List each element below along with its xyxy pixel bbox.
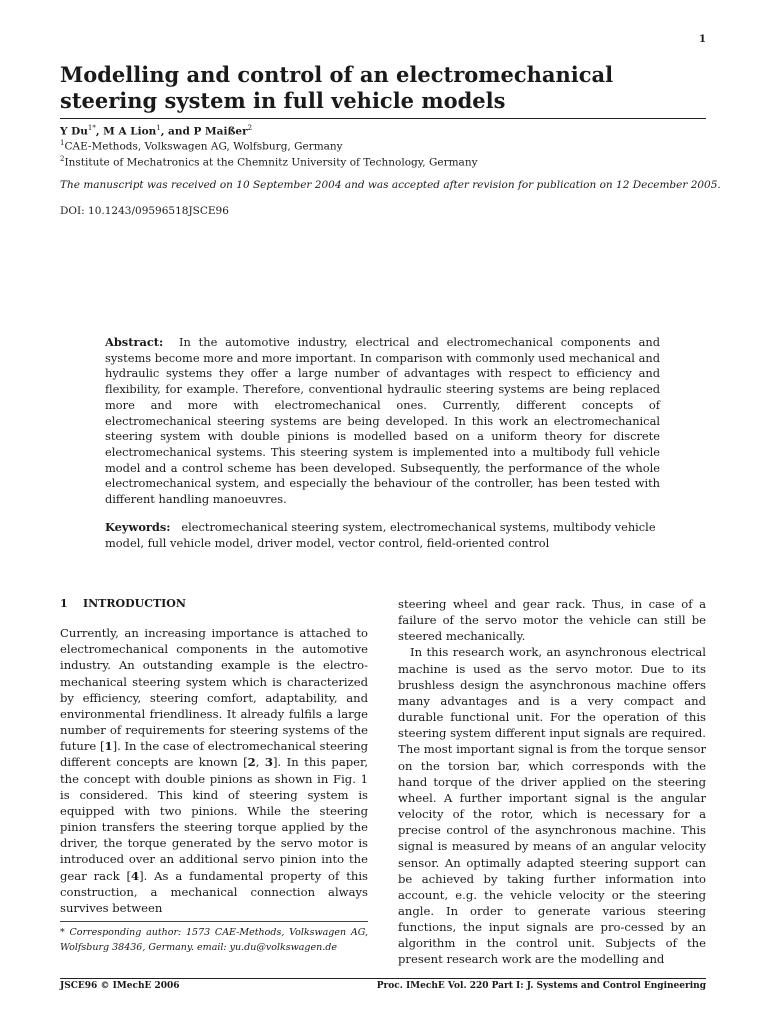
author-affiliation-mark: 2 <box>247 124 253 132</box>
paragraph-text: ]. In this paper, the concept with double pinions as shown in Fig. 1 is considered. This kind of steering system is equipped with two pinions. While the steering pinion transfers the steering torque applied by the driver, the torque generated by the servo motor is introduced over an additional servo pinion into the gear rack [ <box>60 755 368 883</box>
author-separator: , <box>95 125 104 138</box>
affiliation-mark: 1 <box>60 139 65 147</box>
intro-paragraph-1 <box>60 625 368 916</box>
section-number: 1 <box>60 597 68 610</box>
paper-title: Modelling and control of an electromechanical steering system in full vehicle models <box>60 62 614 113</box>
section-heading <box>60 596 368 612</box>
author-affiliation-mark: 1 <box>156 124 161 132</box>
paragraph-text: Currently, an increasing importance is attached to electromechanical components in the automotive industry. An outstanding example is the electro-mechanical steering system which is characterized by efficiency, steering comfort, adaptability, and environmental friendliness. It already fulfils a large number of requirements for steering systems of the future [ <box>60 626 368 754</box>
left-column <box>60 596 368 916</box>
footnote-divider <box>60 921 368 922</box>
footer-divider <box>60 978 706 979</box>
doi: DOI: 10.1243/09596518JSCE96 <box>60 205 229 217</box>
paragraph-text: , <box>255 755 265 770</box>
citation-ref: 4 <box>131 868 140 883</box>
citation-ref: 2 <box>247 755 256 770</box>
affiliation <box>60 155 478 169</box>
affiliation-text: Institute of Mechatronics at the Chemnitz University of Technology, Germany <box>64 156 478 169</box>
affiliation-text: CAE-Methods, Volkswagen AG, Wolfsburg, Germany <box>64 140 343 153</box>
right-column <box>398 596 706 968</box>
intro-paragraph-2: In this research work, an asynchronous electrical machine is used as the servo motor. Due to its brushless design the asynchronous machine offers many advantages and is a very compact and durable functional unit. For the operation of this steering system different input signals are required. The most important signal is from the torque sensor on the torsion bar, which corresponds with the hand torque of the driver applied on the steering wheel. A further important signal is the angular velocity of the rotor, which is necessary for a precise control of the asynchronous machine. This signal is measured by means of an angular velocity sensor. An optimally adapted steering support can be achieved by taking further information into account, e.g. the vehicle velocity or the steering angle. In order to generate various steering functions, the input signals are pro-cessed by an algorithm in the control unit. Subjects of the present research work are the modelling and <box>398 645 706 967</box>
author-name: Y Du <box>60 125 88 138</box>
abstract-text: In the automotive industry, electrical and electromechanical components and systems become more and more important. In comparison with commonly used mechanical and hydraulic systems they offer a large number of advantages with respect to efficiency and flexibility, for example. Therefore, conventional hydraulic steering systems are being replaced more and more with electromechanical ones. Currently, different concepts of electromechanical steering systems are being developed. In this work an electromechanical steering system with double pinions is modelled based on a uniform theory for discrete electromechanical systems. This steering system is implemented into a multibody full vehicle model and a control scheme has been developed. Subsequently, the performance of the whole electromechanical system, and especially the behaviour of the controller, has been tested with different handling manoeuvres. <box>105 335 660 507</box>
citation-ref: 1 <box>104 739 113 754</box>
keywords-text: electromechanical steering system, electromechanical systems, multibody vehicle model, full vehicle model, driver model, vector control, field-oriented control <box>105 520 656 550</box>
paragraph-text: ]. As a fundamental property of this construction, a mechanical connection always survives between <box>60 868 368 915</box>
affiliation-mark: 2 <box>60 155 65 163</box>
received-note: The manuscript was received on 10 September 2004 and was accepted after revision for publication on 12 December 2005. <box>60 179 721 191</box>
footer-copyright: JSCE96 © IMechE 2006 <box>60 981 180 991</box>
author-name: M A Lion <box>103 125 157 138</box>
intro-paragraph-1-continued: steering wheel and gear rack. Thus, in case of a failure of the servo motor the vehicle can still be steered mechanically. <box>398 597 706 644</box>
abstract <box>105 335 660 508</box>
footer-journal: Proc. IMechE Vol. 220 Part I: J. Systems and Control Engineering <box>376 981 706 991</box>
paragraph-text: ]. In the case of electromechanical steering different concepts are known [ <box>60 739 369 770</box>
section-title: INTRODUCTION <box>82 597 186 610</box>
author-name: P Maißer <box>193 125 248 138</box>
keywords <box>105 520 660 551</box>
title-divider <box>60 118 706 119</box>
affiliation <box>60 139 343 153</box>
abstract-label: Abstract: <box>105 335 164 349</box>
author-affiliation-mark: 1* <box>87 124 96 132</box>
author-separator: , and <box>160 125 194 138</box>
citation-ref: 3 <box>264 755 273 770</box>
corresponding-author-footnote: * Corresponding author: 1573 CAE-Methods, Volkswagen AG, Wolfsburg 38436, Germany. email: yu.du@volkswagen.de <box>60 927 368 954</box>
keywords-label: Keywords: <box>105 520 171 534</box>
author-list <box>60 124 252 138</box>
page-number: 1 <box>699 34 706 45</box>
